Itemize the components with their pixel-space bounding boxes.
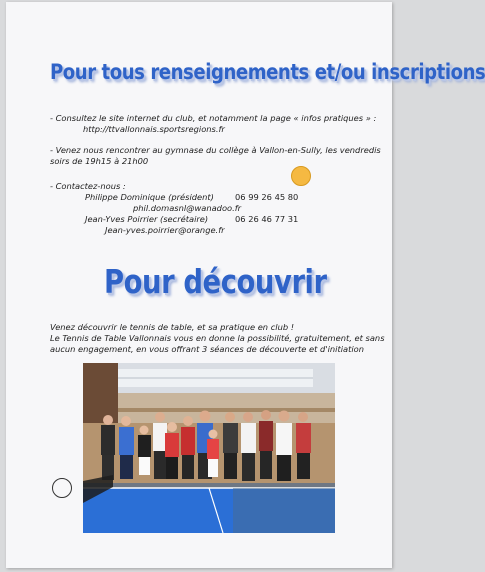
heading-discover: Pour découvrir bbox=[104, 262, 327, 301]
contact-phone-president: 06 99 26 45 80 bbox=[235, 192, 299, 202]
website-line: - Consultez le site internet du club, et notamment la page « infos pratiques » : bbox=[50, 113, 377, 123]
meet-line-1: - Venez nous rencontrer au gymnase du collège à Vallon-en-Sully, les vendredis bbox=[50, 145, 381, 155]
contact-name-president: Philippe Dominique (président) bbox=[85, 192, 214, 202]
contact-email-president[interactable]: phil.domasnl@wanadoo.fr bbox=[133, 203, 242, 213]
discover-line-1: Venez découvrir le tennis de table, et sa pratique en club ! bbox=[50, 322, 295, 332]
discover-line-3: aucun engagement, en vous offrant 3 séances de découverte et d'initiation bbox=[50, 344, 364, 354]
website-url[interactable]: http://ttvallonnais.sportsregions.fr bbox=[83, 124, 225, 134]
contact-email-secretary[interactable]: Jean-yves.poirrier@orange.fr bbox=[105, 225, 225, 235]
empty-circle-icon bbox=[52, 478, 72, 498]
discover-line-2: Le Tennis de Table Vallonnais vous en donne la possibilité, gratuitement, et sans bbox=[50, 333, 385, 343]
contact-name-secretary: Jean-Yves Poirrier (secrétaire) bbox=[85, 214, 209, 224]
contact-label: - Contactez-nous : bbox=[50, 181, 126, 191]
heading-info: Pour tous renseignements et/ou inscriptions bbox=[50, 60, 485, 84]
meet-line-2: soirs de 19h15 à 21h00 bbox=[50, 156, 149, 166]
group-photo bbox=[83, 363, 335, 533]
contact-phone-secretary: 06 26 46 77 31 bbox=[235, 214, 299, 224]
orange-circle-icon bbox=[291, 166, 311, 186]
